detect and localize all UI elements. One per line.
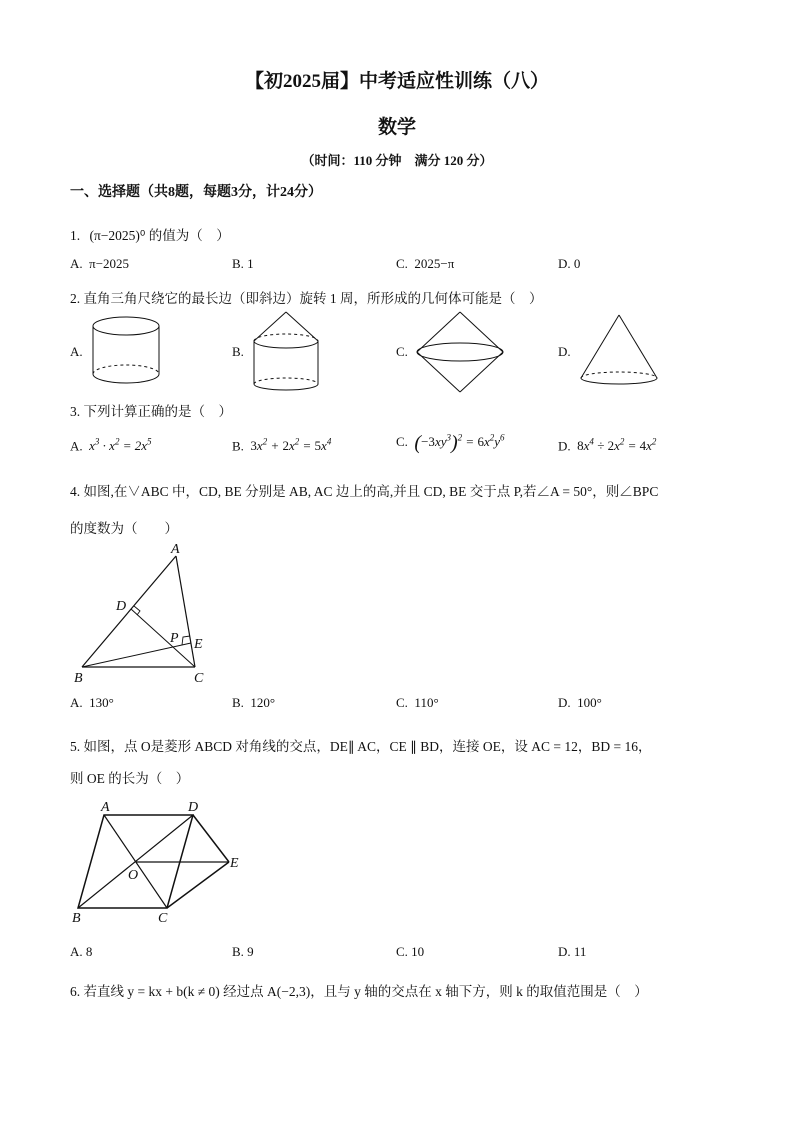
- question-stem: 若直线 y = kx + b(k ≠ 0) 经过点 A(−2,3)，且与 y 轴的交点在 x 轴下方，则 k 的取值范围是（ ）: [83, 984, 648, 999]
- label-o: O: [128, 868, 139, 883]
- q1-option-d: [558, 256, 580, 272]
- label-a: A: [101, 800, 110, 815]
- math-expression: $3x^2 + 2x^2 = 5x^4$: [250, 437, 332, 454]
- q5-option-a: [70, 944, 92, 960]
- math-expression: (π−2025)⁰: [89, 228, 146, 243]
- label-b: B: [72, 911, 81, 926]
- option-text: 110°: [414, 695, 439, 710]
- q4-option-d: [558, 695, 602, 711]
- option-label: A.: [70, 944, 83, 959]
- option-label: B.: [232, 944, 244, 959]
- q5-option-b: [232, 944, 254, 960]
- option-label: C.: [396, 695, 408, 710]
- page-title: 【初2025届】中考适应性训练（八）: [244, 71, 549, 92]
- q2-option-d-label: D.: [558, 344, 571, 359]
- option-text: 120°: [250, 695, 276, 710]
- label-c: C: [194, 671, 204, 686]
- q5-option-d: [558, 944, 586, 960]
- question-number: 6.: [70, 984, 81, 999]
- label-a: A: [171, 542, 180, 557]
- label-e: E: [230, 856, 239, 871]
- option-text: 10: [411, 944, 425, 959]
- option-label: C.: [396, 256, 408, 271]
- question-stem: 直角三角尺绕它的最长边（即斜边）旋转 1 周，所形成的几何体可能是（ ）: [83, 291, 543, 306]
- option-text: 100°: [577, 695, 602, 710]
- question-stem-line1: 如图，点 O是菱形 ABCD 对角线的交点，DE∥ AC，CE ∥ BD，连接 OE，设 AC = 12，BD = 16，: [83, 739, 652, 754]
- question-number: 3.: [70, 404, 81, 419]
- option-label: B.: [232, 695, 244, 710]
- label-d: D: [116, 599, 127, 614]
- math-expression: $(-3xy^3)^2 = 6x^2y^6$: [414, 432, 505, 454]
- question-number: 1.: [70, 228, 81, 243]
- q4-option-b: [232, 695, 275, 711]
- q3-option-c: [396, 432, 505, 455]
- option-label: A.: [70, 256, 83, 271]
- math-expression: $8x^4 \div 2x^2 = 4x^2$: [577, 437, 657, 454]
- option-label: D.: [558, 944, 571, 959]
- q3-option-d: [558, 437, 656, 454]
- cone-figure: [578, 312, 660, 388]
- q3-option-a: [70, 437, 152, 454]
- option-text: 130°: [89, 695, 114, 710]
- q3-option-b: [232, 437, 331, 454]
- option-text: 2025−π: [414, 256, 455, 271]
- option-text: 1: [247, 256, 254, 271]
- label-p: P: [170, 631, 179, 646]
- q1-option-b: [232, 256, 254, 272]
- math-expression: $x^3 \cdot x^2 = 2x^5$: [89, 437, 152, 454]
- cone-on-cylinder-figure: [250, 310, 322, 392]
- label-c: C: [158, 911, 168, 926]
- double-cone-figure: [414, 310, 506, 394]
- question-6: [70, 980, 648, 1000]
- question-1: [70, 224, 230, 244]
- q2-option-c-label: C.: [396, 344, 408, 359]
- option-text: 8: [85, 944, 93, 959]
- question-number: 5.: [70, 739, 81, 754]
- question-stem: 下列计算正确的是（ ）: [83, 404, 232, 419]
- q2-option-b-label: B.: [232, 344, 244, 359]
- option-text: 0: [573, 256, 581, 271]
- question-3: [70, 400, 232, 420]
- question-4: [70, 480, 658, 500]
- triangle-abc-figure: [70, 540, 220, 690]
- question-number: 2.: [70, 291, 81, 306]
- question-number: 4.: [70, 484, 81, 499]
- question-stem: 的值为（ ）: [148, 228, 230, 243]
- option-text: 11: [573, 944, 587, 959]
- q5-option-c: [396, 944, 424, 960]
- label-e: E: [194, 637, 203, 652]
- question-4-line2: 的度数为（ ）: [70, 521, 178, 536]
- option-text: π−2025: [89, 256, 130, 271]
- question-5: [70, 735, 652, 755]
- q1-option-a: [70, 256, 129, 272]
- option-label: A.: [70, 438, 83, 454]
- option-label: B.: [232, 256, 244, 271]
- option-label: C.: [396, 944, 408, 959]
- cylinder-figure: [88, 312, 164, 388]
- question-stem-line1: 如图,在∨ABC 中，CD, BE 分别是 AB, AC 边上的高,并且 CD, BE 交于点 P,若∠A = 50°，则∠BPC: [83, 484, 659, 499]
- option-text: 9: [247, 944, 254, 959]
- option-label: D.: [558, 256, 571, 271]
- time-info: （时间：110 分钟 满分 120 分）: [301, 153, 493, 168]
- q4-option-c: [396, 695, 439, 711]
- q1-option-c: [396, 256, 454, 272]
- option-label: A.: [70, 695, 83, 710]
- question-2: [70, 287, 543, 307]
- question-5-line2: 则 OE 的长为（ ）: [70, 771, 190, 786]
- label-b: B: [74, 671, 83, 686]
- label-d: D: [188, 800, 199, 815]
- option-label: B.: [232, 438, 244, 454]
- option-label: D.: [558, 438, 571, 454]
- subject-title: 数学: [377, 117, 416, 138]
- option-label: C.: [396, 434, 408, 449]
- rhombus-abcd-figure: [70, 795, 255, 930]
- option-label: D.: [558, 695, 571, 710]
- q4-option-a: [70, 695, 114, 711]
- q2-option-a-label: A.: [70, 344, 83, 359]
- section-heading: 一、选择题（共8题，每题3分，计24分）: [70, 185, 322, 200]
